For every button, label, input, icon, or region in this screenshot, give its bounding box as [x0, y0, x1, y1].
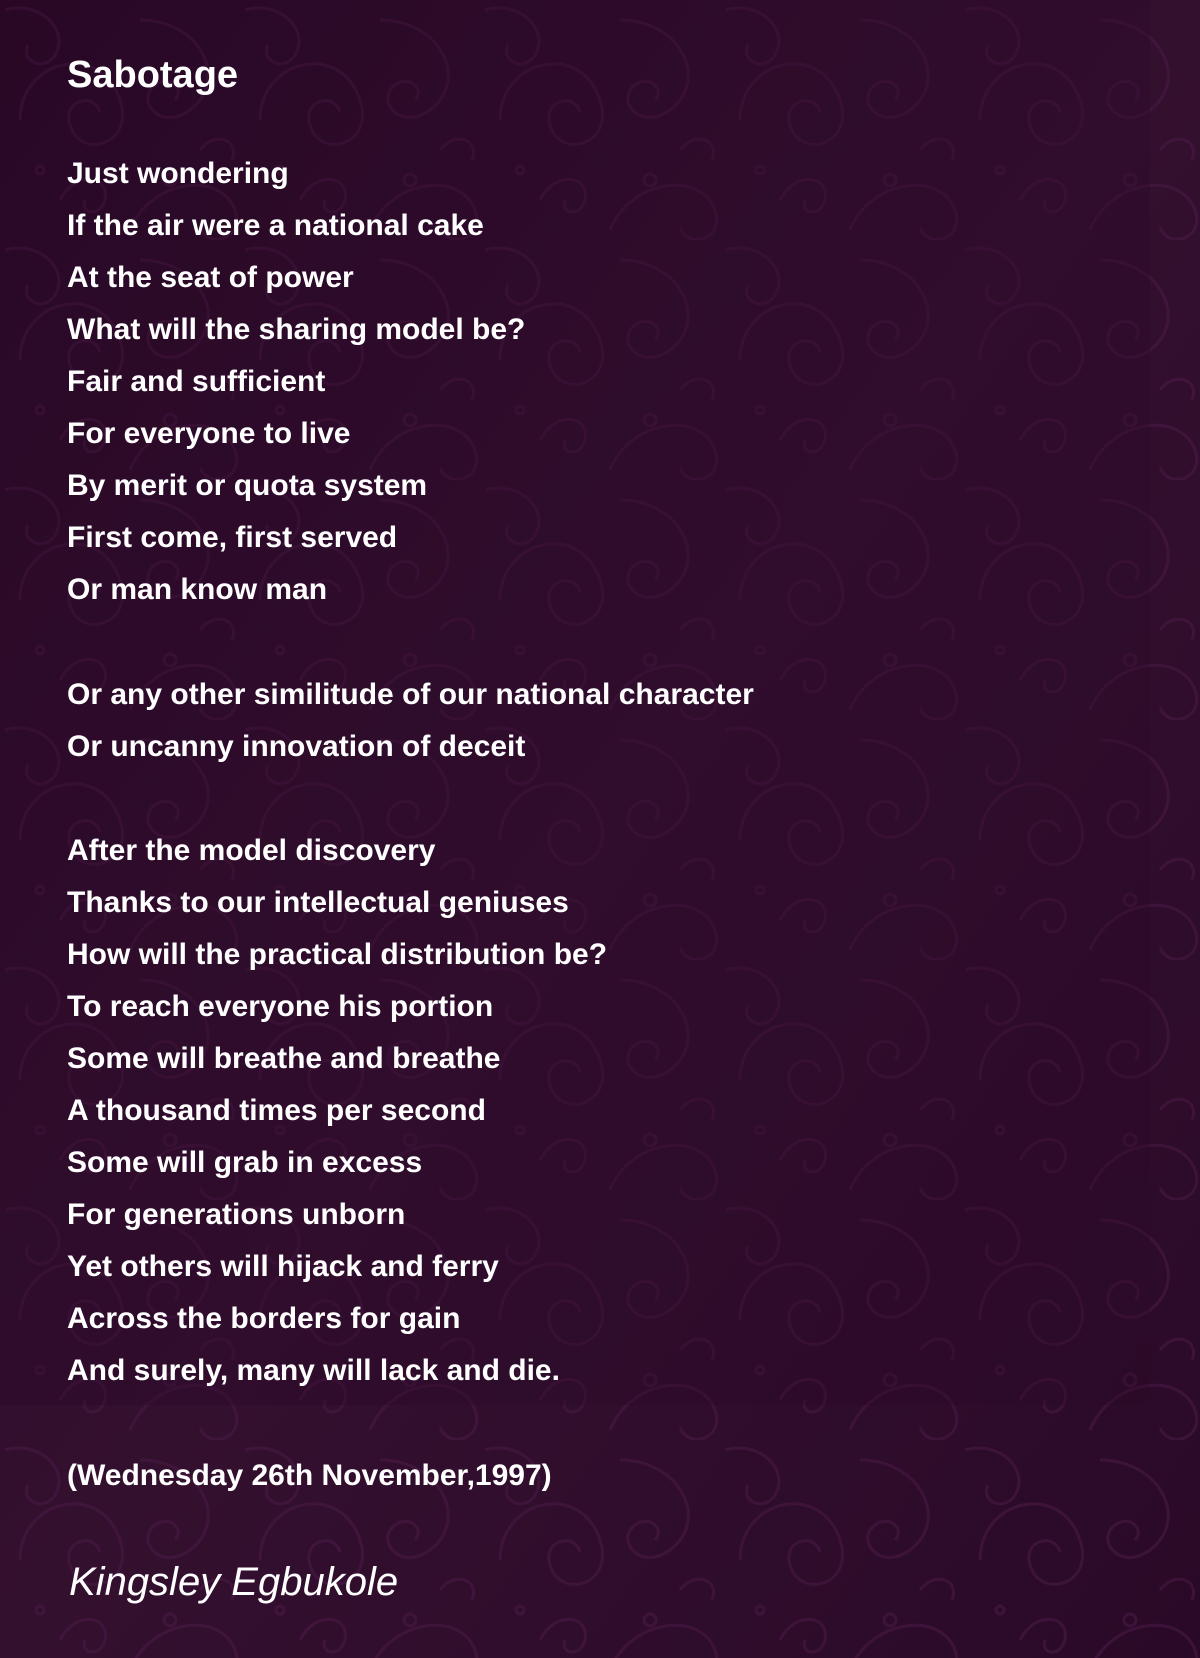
poem-line: If the air were a national cake [67, 209, 484, 242]
poem-line: What will the sharing model be? [67, 313, 526, 346]
poem-line: How will the practical distribution be? [67, 938, 608, 971]
poem-line: First come, first served [67, 521, 398, 554]
poem-line: Some will breathe and breathe [67, 1042, 501, 1075]
stanza-date [67, 1450, 552, 1502]
poem-line: Or any other similitude of our national character [67, 678, 754, 711]
poem-line: A thousand times per second [67, 1094, 486, 1127]
poem-line: Across the borders for gain [67, 1302, 461, 1335]
poem-line: Thanks to our intellectual geniuses [67, 886, 569, 919]
poem-line: Just wondering [67, 157, 289, 190]
poem-author: Kingsley Egbukole [69, 1560, 399, 1604]
poem-line: Some will grab in excess [67, 1146, 423, 1179]
stanza-3 [67, 825, 607, 1397]
poem-line: By merit or quota system [67, 469, 428, 502]
poem-line: Or uncanny innovation of deceit [67, 730, 526, 763]
poem-title: Sabotage [67, 54, 239, 96]
poem-line: After the model discovery [67, 834, 436, 867]
poem-line: Yet others will hijack and ferry [67, 1250, 499, 1283]
poem-line: Or man know man [67, 573, 328, 606]
poem-line: At the seat of power [67, 261, 354, 294]
stanza-2 [67, 669, 754, 773]
stanza-1 [67, 148, 525, 616]
poem-line: To reach everyone his portion [67, 990, 494, 1023]
poem-line: Fair and sufficient [67, 365, 326, 398]
poem-line: For generations unborn [67, 1198, 406, 1231]
poem-line: And surely, many will lack and die. [67, 1354, 560, 1387]
poem-date: (Wednesday 26th November,1997) [67, 1459, 552, 1492]
poem-line: For everyone to live [67, 417, 351, 450]
